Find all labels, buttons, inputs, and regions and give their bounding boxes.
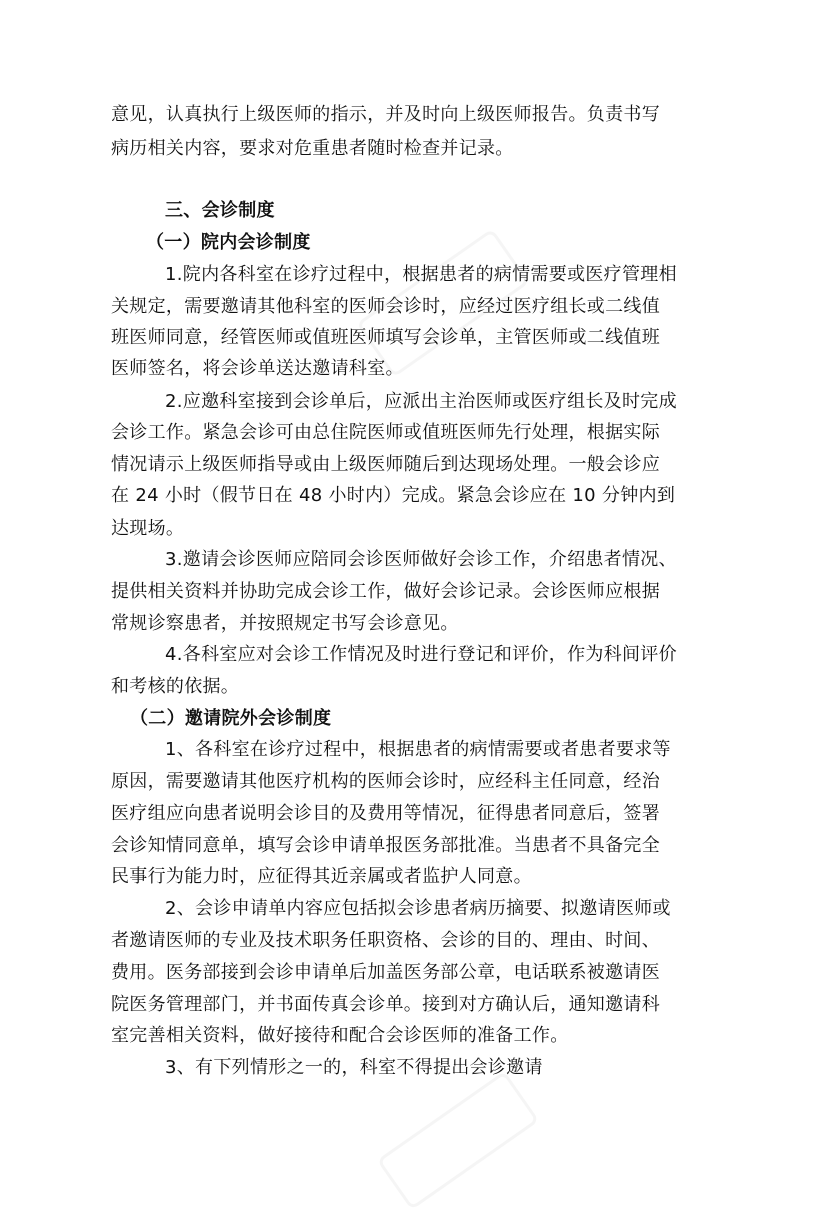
paragraph-line: 2.应邀科室接到会诊单后，应派出主治医师或医疗组长及时完成 bbox=[165, 391, 677, 412]
paragraph-line: 2、会诊申请单内容应包括拟会诊患者病历摘要、拟邀请医师或 bbox=[165, 898, 671, 919]
paragraph-line: 院医务管理部门，并书面传真会诊单。接到对方确认后，通知邀请科 bbox=[111, 994, 660, 1015]
paragraph-line: 室完善相关资料，做好接待和配合会诊医师的准备工作。 bbox=[111, 1025, 569, 1046]
paragraph-line: 原因，需要邀请其他医疗机构的医师会诊时，应经科主任同意，经治 bbox=[111, 771, 660, 792]
paragraph-line: 和考核的依据。 bbox=[111, 676, 240, 697]
paragraph-line: 提供相关资料并协助完成会诊工作，做好会诊记录。会诊医师应根据 bbox=[111, 581, 660, 602]
section-heading: 三、会诊制度 bbox=[165, 200, 275, 221]
watermark-stamp bbox=[377, 1071, 540, 1210]
paragraph-line: 意见，认真执行上级医师的指示，并及时向上级医师报告。负责书写 bbox=[111, 104, 660, 125]
paragraph-line: 关规定，需要邀请其他科室的医师会诊时，应经过医疗组长或二线值 bbox=[111, 296, 660, 317]
paragraph-line: 常规诊察患者，并按照规定书写会诊意见。 bbox=[111, 613, 459, 634]
paragraph-line: 会诊工作。紧急会诊可由总住院医师或值班医师先行处理，根据实际 bbox=[111, 422, 660, 443]
paragraph-line: 3、有下列情形之一的，科室不得提出会诊邀请 bbox=[165, 1057, 543, 1078]
paragraph-line: 费用。医务部接到会诊申请单后加盖医务部公章，电话联系被邀请医 bbox=[111, 962, 660, 983]
paragraph-line: 班医师同意，经管医师或值班医师填写会诊单，主管医师或二线值班 bbox=[111, 327, 660, 348]
paragraph-line: 达现场。 bbox=[111, 518, 185, 539]
paragraph-line: 医师签名，将会诊单送达邀请科室。 bbox=[111, 358, 404, 379]
paragraph-line: 医疗组应向患者说明会诊目的及费用等情况，征得患者同意后，签署 bbox=[111, 803, 660, 824]
paragraph-line: 4.各科室应对会诊工作情况及时进行登记和评价，作为科间评价 bbox=[165, 644, 677, 665]
paragraph-line: 3.邀请会诊医师应陪同会诊医师做好会诊工作，介绍患者情况、 bbox=[165, 549, 677, 570]
paragraph-line: 民事行为能力时，应征得其近亲属或者监护人同意。 bbox=[111, 866, 532, 887]
paragraph-line: 病历相关内容，要求对危重患者随时检查并记录。 bbox=[111, 138, 514, 159]
paragraph-line: 在 24 小时（假节日在 48 小时内）完成。紧急会诊应在 10 分钟内到 bbox=[111, 485, 676, 506]
paragraph-line: 情况请示上级医师指导或由上级医师随后到达现场处理。一般会诊应 bbox=[111, 454, 660, 475]
subsection-heading: （一）院内会诊制度 bbox=[146, 232, 311, 253]
paragraph-line: 者邀请医师的专业及技术职务任职资格、会诊的目的、理由、时间、 bbox=[111, 930, 660, 951]
paragraph-line: 1、各科室在诊疗过程中，根据患者的病情需要或者患者要求等 bbox=[165, 739, 671, 760]
paragraph-line: 会诊知情同意单，填写会诊申请单报医务部批准。当患者不具备完全 bbox=[111, 835, 660, 856]
subsection-heading: （二）邀请院外会诊制度 bbox=[130, 708, 332, 729]
paragraph-line: 1.院内各科室在诊疗过程中，根据患者的病情需要或医疗管理相 bbox=[165, 264, 677, 285]
